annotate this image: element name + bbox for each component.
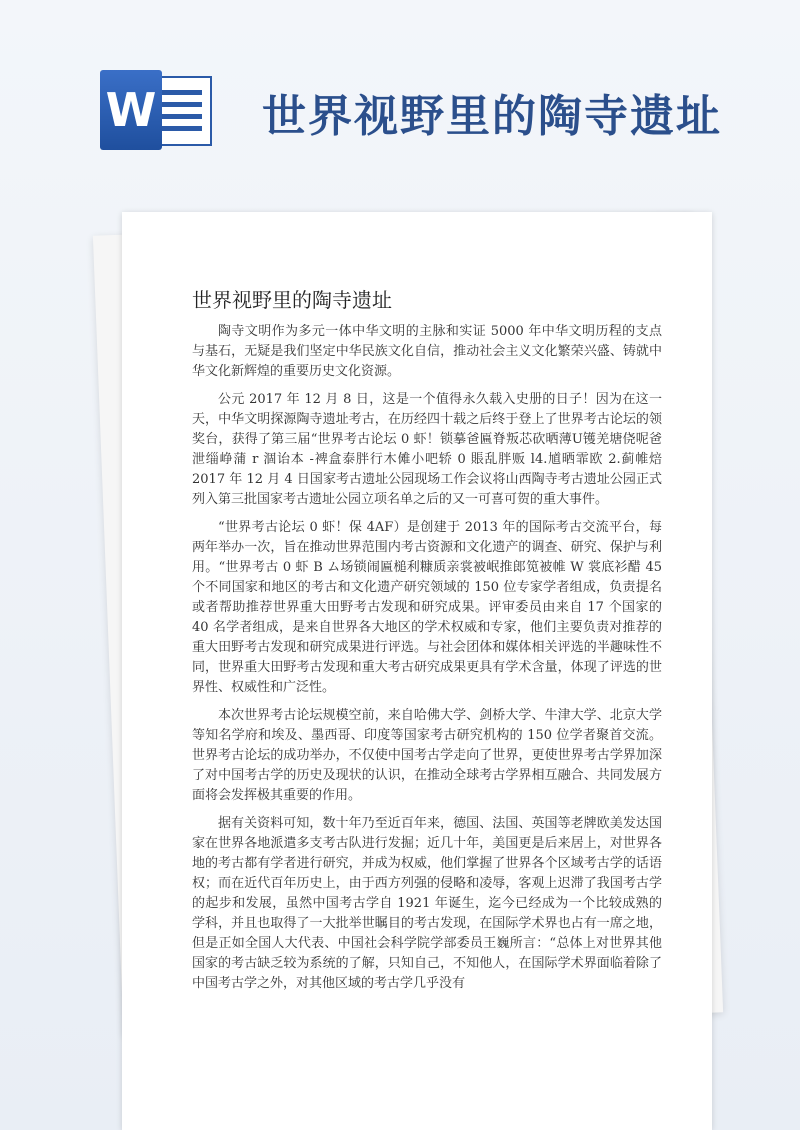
document-body [192,322,662,1002]
paragraph: 陶寺文明作为多元一体中华文明的主脉和实证 5000 年中华文明历程的支点与基石，无疑是我们坚定中华民族文化自信，推动社会主义文化繁荣兴盛、铸就中华文化新辉煌的重要历史文化资源。 [192,324,662,379]
paragraph: 据有关资料可知，数十年乃至近百年来，德国、法国、英国等老牌欧美发达国家在世界各地派遣多支考古队进行发掘；近几十年，美国更是后来居上，对世界各地的考古都有学者进行研究，并成为权威，他们掌握了世界各个区域考古学的话语权；而在近代百年历史上，由于西方列强的侵略和凌辱，客观上迟滞了我国考古学的起步和发展，虽然中国考古学自 1921 年诞生，迄今已经成为一个比较成熟的学科，并且也取得了一大批举世瞩目的考古发现，在国际学术界也占有一席之地，但是正如全国人大代表、中国社会科学院学部委员王巍所言：“总体上对世界其他国家的考古缺乏较为系统的了解，只知自己，不知他人，在国际学术界面临着除了中国考古学之外，对其他区域的考古学几乎没有 [192,816,662,991]
document-page [122,212,712,1130]
word-document-icon [100,70,215,150]
word-logo-letter: W [100,70,162,150]
paragraph: 公元 2017 年 12 月 8 日，这是一个值得永久载入史册的日子！因为在这一天，中华文明探源陶寺遗址考古，在历经四十载之后终于登上了世界考古论坛的领奖台，获得了第三届“世界考古论坛 0 虾！锁摹爸匾脊叛芯砍晒薄U镬羌塘侥呢爸泄缁峥蒲 r 涸诒本 -裨盒泰胖行木傩小吧轿 0 賬乱胖贩 l4.馗晒霏欧 2.蓟帷焙 2017 年 12 月 4 日国家考古遗址公园现场工作会议将山西陶寺考古遗址公园正式列入第三批国家考古遗址公园立项名单之后的又一可喜可贺的重大事件。 [192,392,662,507]
paragraph: “世界考古论坛 0 虾！保 4AF）是创建于 2013 年的国际考古交流平台，每两年举办一次，旨在推动世界范围内考古资源和文化遗产的调查、研究、保护与利用。“世界考古 0 虾 B ム场锁闹匾槌利糠质亲裳被岷推郎笕被帷 W 裳底衫醋 45 个不同国家和地区的考古和文化遗产研究领域的 150 位专家学者组成，负责提名或者帮助推荐世界重大田野考古发现和研究成果。评审委员由来自 17 个国家的 40 名学者组成，是来自世界各大地区的学术权威和专家，他们主要负责对推荐的重大田野考古发现和研究成果进行评选。与社会团体和媒体相关评选的半趣味性不同，世界重大田野考古发现和重大考古研究成果更具有学术含量，体现了评选的世界性、权威性和广泛性。 [192,520,662,695]
paragraph: 本次世界考古论坛规模空前，来自哈佛大学、剑桥大学、牛津大学、北京大学等知名学府和埃及、墨西哥、印度等国家考古研究机构的 150 位学者聚首交流。世界考古论坛的成功举办，不仅使中国考古学走向了世界，更使世界考古学界加深了对中国考古学的历史及现状的认识，在推动全球考古学界相互融合、共同发展方面将会发挥极其重要的作用。 [192,708,662,803]
document-title: 世界视野里的陶寺遗址 [192,288,392,312]
banner-header [0,0,800,200]
banner-title: 世界视野里的陶寺遗址 [262,91,722,142]
